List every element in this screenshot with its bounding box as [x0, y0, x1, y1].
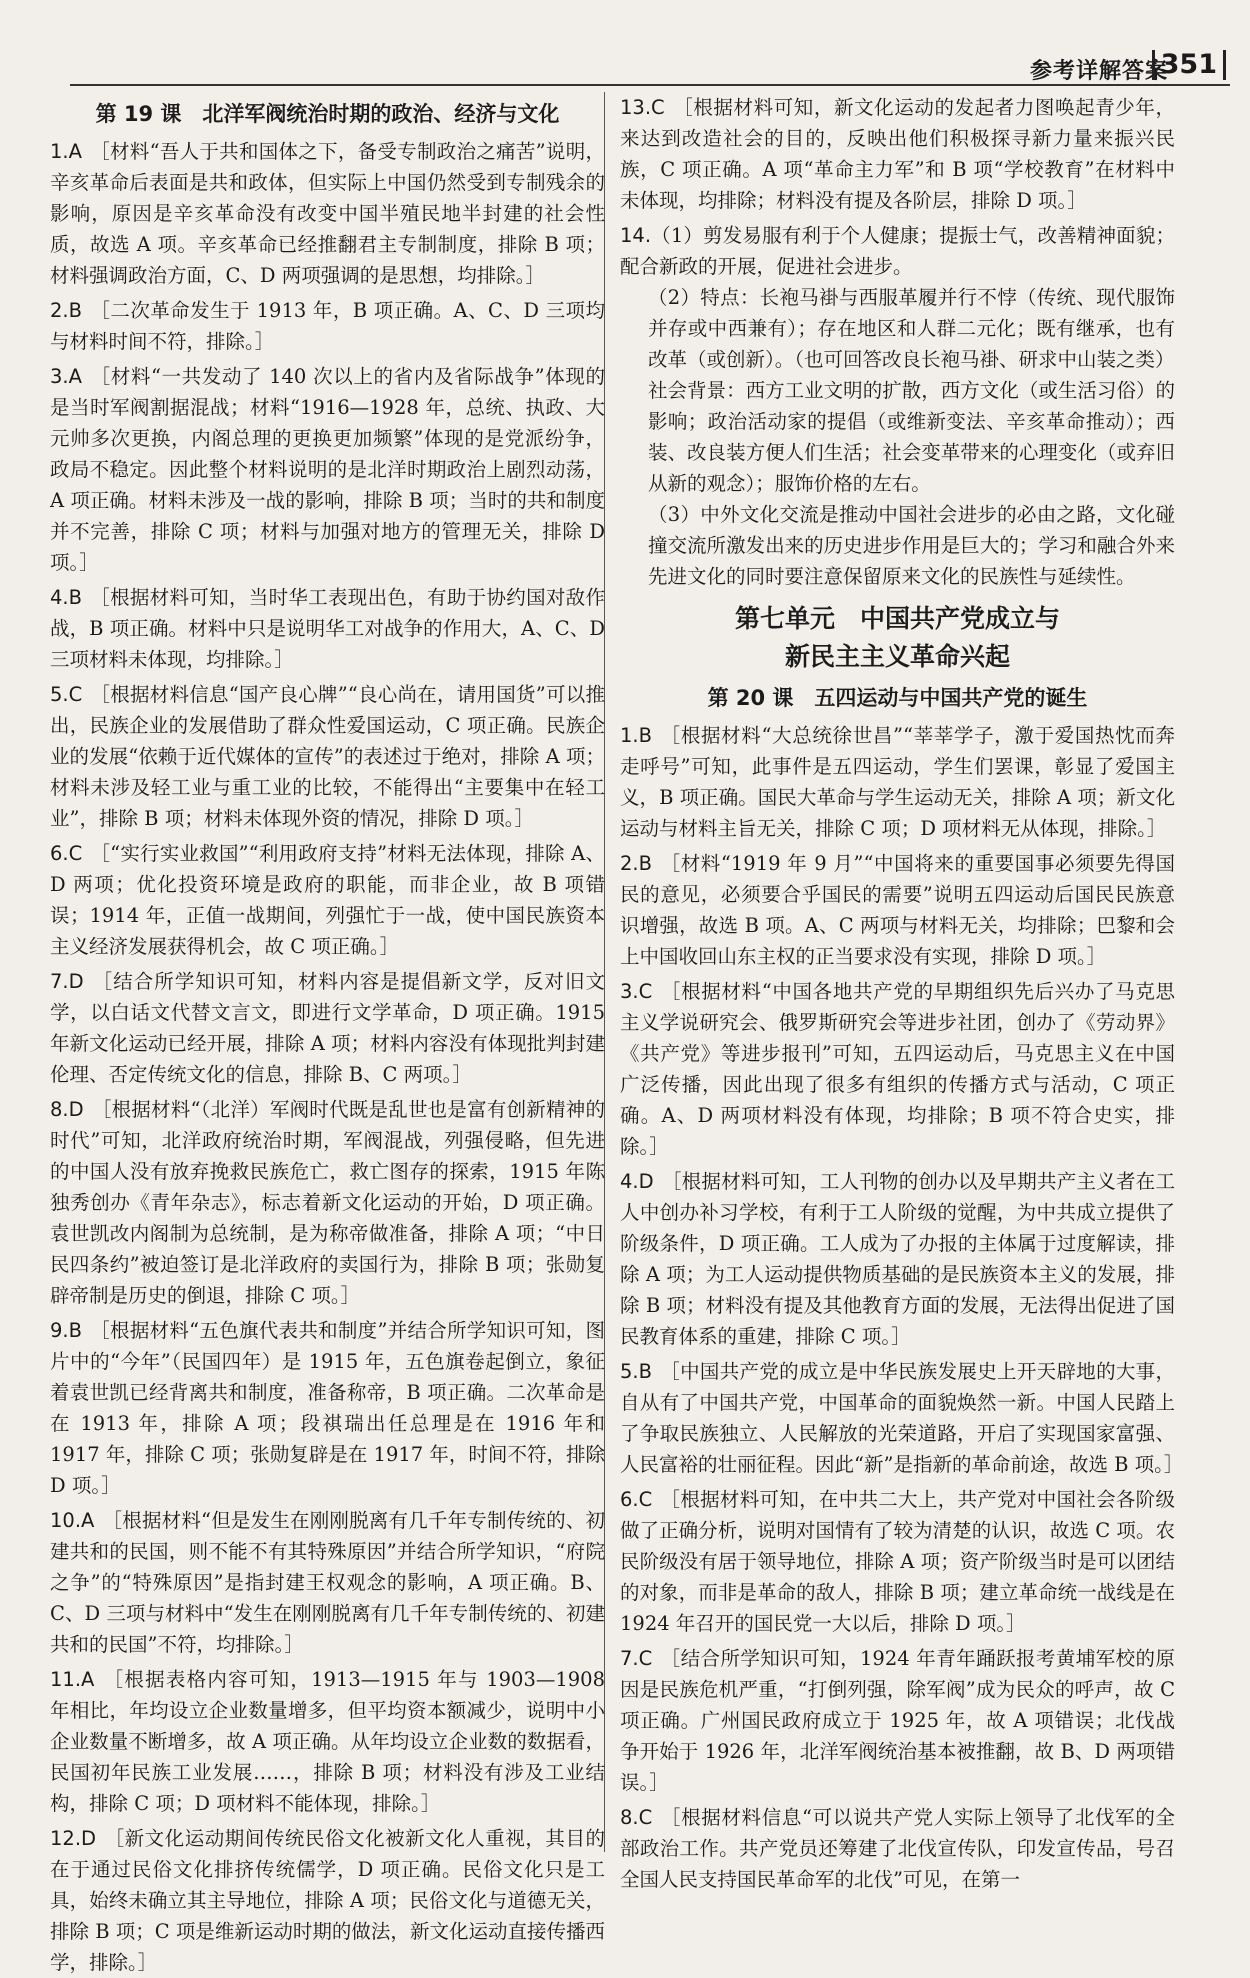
answer-choice: B	[68, 1319, 82, 1342]
lesson-20-answers	[620, 720, 1184, 1895]
answer-explanation: ［根据材料“但是发生在刚刚脱离有几千年专制传统的、初建共和的民国，则不能不有其特殊原因”并结合所学知识，“府院之争”的“特殊原因”是指封建王权观念的影响，A 项正确。B、C、D 三项与材料中“发生在刚刚脱离有几千年专制传统的、初建共和的民国”不符，均排除。］	[50, 1509, 605, 1656]
unit-title-line1: 第七单元 中国共产党成立与	[734, 604, 1060, 633]
answer-explanation: ［根据材料“五色旗代表共和制度”并结合所学知识可知，图片中的“今年”（民国四年）是 1915 年，五色旗卷起倒立，象征着袁世凯已经背离共和制度，准备称帝，B 项正确。二次革命是在 1913 年，排除 A 项；段祺瑞出任总理是在 1916 年和 1917 年，排除 C 项；张勋复辟是在 1917 年，时间不符，排除 D 项。］	[50, 1319, 605, 1497]
answer-explanation: ［根据材料可知，当时华工表现出色，有助于协约国对敌作战，B 项正确。材料中只是说明华工对战争的作用大，A、C、D 三项材料未体现，均排除。］	[50, 586, 605, 671]
answer-14-part2: （2）特点：长袍马褂与西服革履并行不悖（传统、现代服饰并存或中西兼有）；存在地区和人群二元化；既有继承，也有改革（或创新）。（也可回答改良长袍马褂、研求中山装之类）	[648, 286, 1175, 371]
answer-item	[50, 136, 605, 291]
answer-item	[50, 1823, 605, 1978]
answer-number: 14.	[620, 224, 652, 247]
lesson-19-answers	[50, 136, 605, 1978]
left-column	[50, 92, 605, 1974]
answer-choice: C	[651, 96, 665, 119]
answer-number: 8.	[620, 1806, 639, 1829]
answer-item	[50, 1505, 605, 1660]
answer-item	[620, 1802, 1175, 1895]
answer-14-part3: 社会背景：西方工业文明的扩散，西方文化（或生活习俗）的影响；政治活动家的提倡（或维新变法、辛亥革命推动）；西装、改良装方便人们生活；社会变革带来的心理变化（或弃旧从新的观念）；服饰价格的左右。	[648, 379, 1175, 495]
answer-number: 12.	[50, 1827, 82, 1850]
answer-number: 7.	[620, 1647, 639, 1670]
answer-number: 1.	[50, 140, 69, 163]
answer-item	[50, 1094, 605, 1311]
unit-title-line2: 新民主主义革命兴起	[784, 642, 1010, 671]
answer-choice: B	[68, 586, 82, 609]
answer-choice: D	[81, 1827, 97, 1850]
answer-number: 8.	[50, 1098, 69, 1121]
right-column	[620, 92, 1184, 1891]
answer-item-14	[620, 220, 1175, 592]
answer-choice: B	[68, 299, 82, 322]
answer-item	[50, 1664, 605, 1819]
answer-14-part4: （3）中外文化交流是推动中国社会进步的必由之路，文化碰撞交流所激发出来的历史进步作用是巨大的；学习和融合外来先进文化的同时要注意保留原来文化的民族性与延续性。	[648, 503, 1175, 588]
answer-explanation: ［新文化运动期间传统民俗文化被新文化人重视，其目的在于通过民俗文化排挤传统儒学，D 项正确。民俗文化只是工具，始终未确立其主导地位，排除 A 项；民俗文化与道德无关，排除 B 项；C 项是维新运动时期的做法，新文化运动直接传播西学，排除。］	[50, 1827, 605, 1974]
answer-choice: B	[638, 1360, 652, 1383]
answer-item	[50, 1315, 605, 1501]
lesson-19-answers-continued	[620, 92, 1175, 216]
answer-item	[50, 838, 605, 962]
answer-choice: A	[68, 140, 82, 163]
answer-item	[620, 976, 1175, 1162]
answer-explanation: ［根据材料可知，在中共二大上，共产党对中国社会各阶级做了正确分析，说明对国情有了较为清楚的认识，故选 C 项。农民阶级没有居于领导地位，排除 A 项；资产阶级当时是可以团结的对象，而非是革命的敌人，排除 B 项；建立革命统一战线是在 1924 年召开的国民党一大以后，排除 D 项。］	[620, 1488, 1175, 1635]
page-header	[0, 0, 1250, 82]
answer-item	[620, 720, 1175, 844]
answer-explanation: ［根据材料“大总统徐世昌”“莘莘学子，激于爱国热忱而奔走呼号”可知，此事件是五四运动，学生们罢课，彰显了爱国主义，B 项正确。国民大革命与学生运动无关，排除 A 项；新文化运动与材料主旨无关，排除 C 项；D 项材料无从体现，排除。］	[620, 724, 1175, 840]
answer-item	[50, 966, 605, 1090]
answer-explanation: ［结合所学知识可知，材料内容是提倡新文学，反对旧文学，以白话文代替文言文，即进行文学革命，D 项正确。1915 年新文化运动已经开展，排除 A 项；材料内容没有体现批判封建伦理、否定传统文化的信息，排除 B、C 两项。］	[50, 970, 605, 1086]
answer-number: 7.	[50, 970, 69, 993]
answer-explanation: ［材料“1919 年 9 月”“中国将来的重要国事必须要先得国民的意见，必须要合乎国民的需要”说明五四运动后国民民族意识增强，故选 B 项。A、C 两项与材料无关，均排除；巴黎和会上中国收回山东主权的正当要求没有实现，排除 D 项。］	[620, 852, 1175, 968]
answer-number: 3.	[50, 365, 69, 388]
answer-number: 10.	[50, 1509, 82, 1532]
answer-number: 6.	[620, 1488, 639, 1511]
answer-choice: B	[638, 724, 652, 747]
answer-number: 6.	[50, 842, 69, 865]
answer-explanation: ［材料“一共发动了 140 次以上的省内及省际战争”体现的是当时军阀割据混战；材料“1916—1928 年，总统、执政、大元帅多次更换，内阁总理的更换更加频繁”体现的是党派纷争，政局不稳定。因此整个材料说明的是北洋时期政治上剧烈动荡，A 项正确。材料未涉及一战的影响，排除 B 项；当时的共和制度并不完善，排除 C 项；材料与加强对地方的管理无关，排除 D 项。］	[50, 365, 605, 574]
answer-number: 5.	[50, 683, 69, 706]
answer-choice: A	[81, 1509, 95, 1532]
answer-number: 2.	[620, 852, 639, 875]
answer-explanation: ［根据材料信息“可以说共产党人实际上领导了北伐军的全部政治工作。共产党员还筹建了北伐宣传队，印发宣传品，号召全国人民支持国民革命军的北伐”可见，在第一	[620, 1806, 1175, 1891]
answer-choice: A	[68, 365, 82, 388]
unit-7-title	[620, 600, 1175, 676]
answer-explanation: ［材料“吾人于共和国体之下，备受专制政治之痛苦”说明，辛亥革命后表面是共和政体，但实际上中国仍然受到专制残余的影响，原因是辛亥革命没有改变中国半殖民地半封建的社会性质，故选 A 项。辛亥革命已经推翻君主专制制度，排除 B 项；材料强调政治方面，C、D 两项强调的是思想，均排除。］	[50, 140, 605, 287]
answer-number: 2.	[50, 299, 69, 322]
answer-item	[50, 361, 605, 578]
answer-number: 4.	[620, 1170, 639, 1193]
answer-explanation: ［根据表格内容可知，1913—1915 年与 1903—1908 年相比，年均设立企业数量增多，但平均资本额减少，说明中小企业数量不断增多，故 A 项正确。从年均设立企业数的数据看，民国初年民族工业发展……，排除 B 项；材料没有涉及工业结构，排除 C 项；D 项材料不能体现，排除。］	[50, 1668, 605, 1815]
answer-choice: C	[68, 683, 83, 706]
answer-item	[620, 1643, 1175, 1798]
answer-choice: D	[68, 1098, 84, 1121]
answer-number: 4.	[50, 586, 69, 609]
answer-number: 3.	[620, 980, 639, 1003]
answer-item	[620, 1166, 1175, 1352]
answer-item	[620, 848, 1175, 972]
answer-item	[50, 679, 605, 834]
answer-choice: C	[638, 1806, 653, 1829]
answer-explanation: ［根据材料“中国各地共产党的早期组织先后兴办了马克思主义学说研究会、俄罗斯研究会等进步社团，创办了《劳动界》《共产党》等进步报刊”可知，五四运动后，马克思主义在中国广泛传播，因此出现了很多有组织的传播方式与活动，C 项正确。A、D 两项材料没有体现，均排除；B 项不符合史实，排除。］	[620, 980, 1175, 1158]
header-rule	[70, 84, 1230, 86]
answer-explanation: ［根据材料信息“国产良心牌”“良心尚在，请用国货”可以推出，民族企业的发展借助了群众性爱国运动，C 项正确。民族企业的发展“依赖于近代媒体的宣传”的表述过于绝对，排除 A 项；材料未涉及轻工业与重工业的比较，不能得出“主要集中在轻工业”，排除 B 项；材料未体现外资的情况，排除 D 项。］	[50, 683, 605, 830]
answer-choice: B	[638, 852, 652, 875]
answer-item	[50, 582, 605, 675]
answer-explanation: ［根据材料可知，新文化运动的发起者力图唤起青少年，来达到改造社会的目的，反映出他们积极探寻新力量来振兴民族，C 项正确。A 项“革命主力军”和 B 项“学校教育”在材料中未体现，均排除；材料没有提及各阶层，排除 D 项。］	[620, 96, 1175, 212]
answer-choice: D	[68, 970, 84, 993]
answer-choice: C	[68, 842, 83, 865]
answer-explanation: ［根据材料“（北洋）军阀时代既是乱世也是富有创新精神的时代”可知，北洋政府统治时期，军阀混战，列强侵略，但先进的中国人没有放弃挽救民族危亡，救亡图存的探索，1915 年陈独秀创办《青年杂志》，标志着新文化运动的开始，D 项正确。袁世凯改内阁制为总统制，是为称帝做准备，排除 A 项；“中日民四条约”被迫签订是北洋政府的卖国行为，排除 B 项；张勋复辟帝制是历史的倒退，排除 C 项。］	[50, 1098, 605, 1307]
answer-explanation: ［根据材料可知，工人刊物的创办以及早期共产主义者在工人中创办补习学校，有利于工人阶级的觉醒，为中共成立提供了阶级条件，D 项正确。工人成为了办报的主体属于过度解读，排除 A 项；为工人运动提供物质基础的是民族资本主义的发展，排除 B 项；材料没有提及其他教育方面的发展，无法得出促进了国民教育体系的重建，排除 C 项。］	[620, 1170, 1175, 1348]
answer-number: 9.	[50, 1319, 69, 1342]
answer-number: 5.	[620, 1360, 639, 1383]
answer-number: 13.	[620, 96, 652, 119]
page-number: 351	[1152, 50, 1226, 80]
answer-item	[620, 1484, 1175, 1639]
answer-explanation: ［结合所学知识可知，1924 年青年踊跃报考黄埔军校的原因是民族危机严重，“打倒列强，除军阀”成为民众的呼声，故 C 项正确。广州国民政府成立于 1925 年，故 A 项错误；北伐战争开始于 1926 年，北洋军阀统治基本被推翻，故 B、D 两项错误。］	[620, 1647, 1175, 1794]
answer-choice: C	[638, 1488, 653, 1511]
answer-choice: A	[81, 1668, 95, 1691]
answer-14-part1: （1）剪发易服有利于个人健康；提振士气，改善精神面貌；配合新政的开展，促进社会进步。	[620, 224, 1175, 278]
answer-item	[620, 92, 1175, 216]
answer-number: 11.	[50, 1668, 82, 1691]
answer-choice: C	[638, 980, 653, 1003]
answer-item	[620, 1356, 1184, 1480]
answer-choice: C	[638, 1647, 653, 1670]
answer-explanation: ［二次革命发生于 1913 年，B 项正确。A、C、D 三项均与材料时间不符，排除。］	[50, 299, 605, 353]
answer-choice: D	[638, 1170, 654, 1193]
answer-explanation: ［“实行实业救国”“利用政府支持”材料无法体现，排除 A、D 两项；优化投资环境是政府的职能，而非企业，故 B 项错误；1914 年，正值一战期间，列强忙于一战，使中国民族资本主义经济发展获得机会，故 C 项正确。］	[50, 842, 605, 958]
answer-number: 1.	[620, 724, 639, 747]
answer-explanation: ［中国共产党的成立是中华民族发展史上开天辟地的大事，自从有了中国共产党，中国革命的面貌焕然一新。中国人民踏上了争取民族独立、人民解放的光荣道路，开启了实现国家富强、人民富裕的壮丽征程。因此“新”是指新的革命前途，故选 B 项。］	[620, 1360, 1184, 1476]
lesson-20-title: 第 20 课 五四运动与中国共产党的诞生	[707, 686, 1088, 710]
answer-item	[50, 295, 605, 357]
header-title: 参考详解答案	[1029, 59, 1168, 84]
lesson-19-title: 第 19 课 北洋军阀统治时期的政治、经济与文化	[95, 102, 560, 126]
